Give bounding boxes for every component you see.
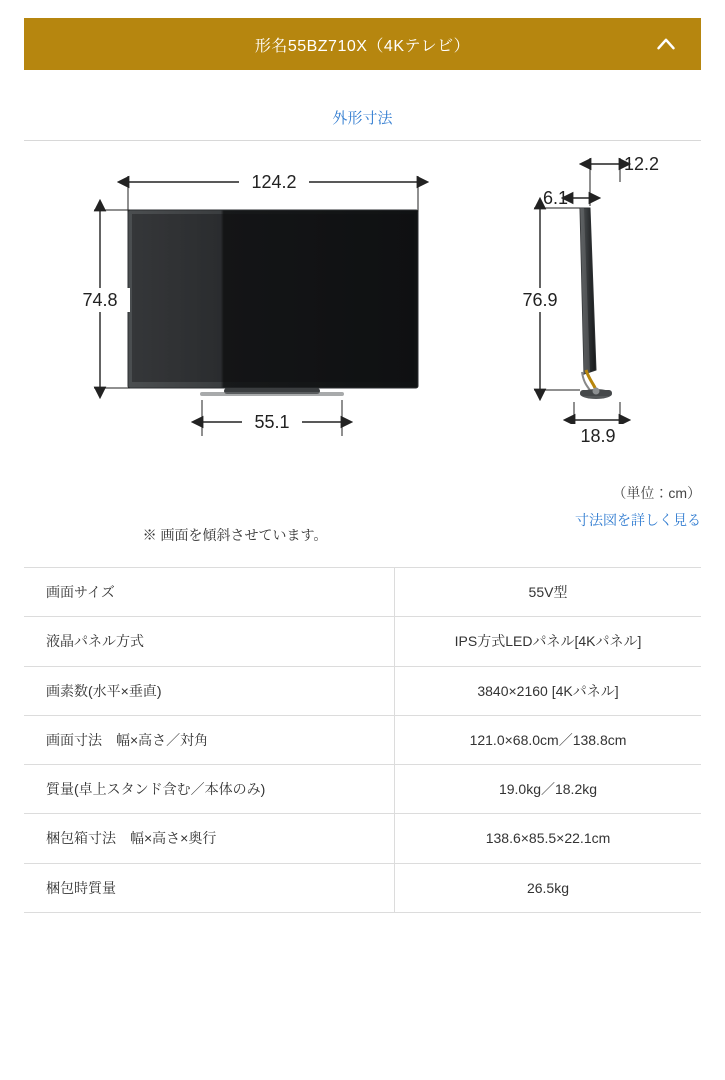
spec-value: 138.6×85.5×22.1cm — [485, 830, 611, 847]
spec-value: IPS方式LEDパネル[4Kパネル] — [454, 633, 642, 650]
section-title: 外形寸法 — [332, 110, 393, 127]
side-stand-depth-label: 18.9 — [580, 426, 616, 446]
spec-value: 26.5kg — [526, 879, 570, 896]
model-header-bar[interactable] — [24, 18, 701, 70]
spec-label: 画面寸法 幅×高さ／対角 — [24, 715, 395, 764]
spec-value: 121.0×68.0cm／138.8cm — [469, 731, 627, 748]
front-stand-width-label: 55.1 — [254, 412, 290, 432]
section-header — [24, 95, 701, 141]
front-width-label: 124.2 — [251, 172, 297, 192]
chevron-up-icon[interactable] — [649, 27, 683, 61]
spec-value: 3840×2160 [4Kパネル] — [477, 682, 619, 699]
side-depth-top-label: 12.2 — [624, 154, 660, 174]
side-height-label: 76.9 — [522, 290, 558, 310]
table-row — [24, 715, 701, 764]
spec-value: 19.0kg／18.2kg — [498, 781, 598, 798]
table-row — [24, 765, 701, 814]
front-height-label: 74.8 — [82, 290, 118, 310]
dimension-diagram — [24, 142, 701, 562]
spec-label: 質量(卓上スタンド含む／本体のみ) — [24, 765, 395, 814]
spec-label: 梱包箱寸法 幅×高さ×奥行 — [24, 814, 395, 863]
spec-label: 液晶パネル方式 — [24, 617, 395, 666]
spec-label: 画面サイズ — [24, 568, 395, 617]
tilt-note: ※ 画面を傾斜させています。 — [142, 527, 328, 543]
dimension-detail-link[interactable]: 寸法図を詳しく見る — [575, 512, 701, 528]
table-row — [24, 617, 701, 666]
table-row — [24, 863, 701, 912]
table-row — [24, 666, 701, 715]
spec-label: 画素数(水平×垂直) — [24, 666, 395, 715]
side-panel-depth-label: 6.1 — [542, 188, 568, 208]
page-title: 形名55BZ710X（4Kテレビ） — [254, 37, 471, 55]
table-row — [24, 568, 701, 617]
table-row — [24, 814, 701, 863]
unit-note: （単位：cm） — [612, 485, 701, 501]
spec-table-body — [24, 568, 701, 913]
spec-label: 梱包時質量 — [24, 863, 395, 912]
spec-value: 55V型 — [528, 584, 568, 600]
spec-table — [24, 567, 701, 913]
